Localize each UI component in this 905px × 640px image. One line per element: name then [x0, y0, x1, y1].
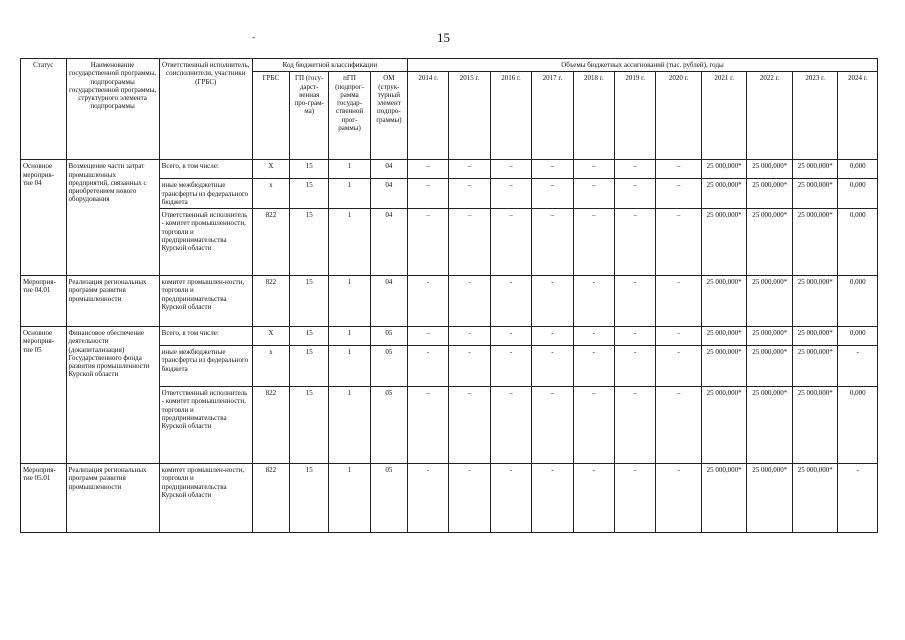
row-year-value: –: [573, 160, 614, 179]
row-year-value: 25 000,000*: [701, 179, 747, 209]
row-year-value: –: [532, 160, 573, 179]
row-year-value: -: [573, 464, 614, 533]
row-year-value: –: [490, 387, 531, 464]
row-grbs: Х: [252, 327, 289, 346]
row-responsible: комитет промышлен-ности, торговли и предпринимательства Курской области: [159, 276, 252, 327]
row-year-value: –: [656, 387, 702, 464]
row-year-value: -: [656, 464, 702, 533]
row-year-value: -: [656, 327, 702, 346]
row-year-value: –: [449, 387, 490, 464]
row-year-value: 25 000,000*: [701, 387, 747, 464]
row-year-value: -: [532, 276, 573, 327]
row-year-value: 25 000,000*: [792, 276, 838, 327]
row-year-value: 25 000,000*: [747, 327, 793, 346]
row-om: 05: [370, 464, 407, 533]
row-gp: 15: [290, 327, 329, 346]
row-status: Основное меропрня-тие 05: [21, 327, 67, 464]
row-year-value: -: [614, 327, 655, 346]
row-year-value: 25 000,000*: [792, 387, 838, 464]
header-gp: ГП (госу-дарст-венная про-грам-ма): [290, 72, 329, 160]
row-gp: 15: [290, 179, 329, 209]
row-status: Мероприя-тие 04.01: [21, 276, 67, 327]
table-row: [21, 160, 878, 179]
row-responsible: Ответственный исполнитель - комитет промышленности, торговли и предпринимательства Курской области: [159, 209, 252, 276]
row-status: Мероприя-тие 05.01: [21, 464, 67, 533]
row-year-value: 0,000: [838, 160, 878, 179]
row-year-value: –: [573, 179, 614, 209]
row-year-value: -: [449, 346, 490, 387]
row-year-value: -: [573, 276, 614, 327]
header-responsible: Ответственный исполнитель, соисполнители, участники (ГРБС): [159, 59, 252, 160]
row-year-value: –: [490, 179, 531, 209]
budget-table: [20, 58, 878, 533]
header-kbk: Код бюджетной классификации: [252, 59, 407, 72]
row-year-value: 25 000,000*: [747, 346, 793, 387]
row-pgp: 1: [329, 387, 370, 464]
row-year-value: –: [614, 387, 655, 464]
row-year-value: -: [408, 464, 449, 533]
row-responsible: Всего, в том числе:: [159, 327, 252, 346]
header-status: Статус: [21, 59, 67, 160]
row-year-value: –: [532, 179, 573, 209]
row-year-value: 25 000,000*: [792, 327, 838, 346]
row-grbs: х: [252, 346, 289, 387]
row-year-value: -: [838, 346, 878, 387]
row-year-value: –: [573, 387, 614, 464]
row-year-value: 25 000,000*: [701, 346, 747, 387]
row-year-value: 25 000,000*: [747, 209, 793, 276]
row-year-value: 25 000,000*: [792, 346, 838, 387]
row-year-value: 25 000,000*: [792, 160, 838, 179]
row-year-value: -: [614, 464, 655, 533]
header-grbs: ГРБС: [252, 72, 289, 160]
row-year-value: –: [408, 160, 449, 179]
row-year-value: 25 000,000*: [747, 276, 793, 327]
row-year-value: 25 000,000*: [701, 276, 747, 327]
row-om: 05: [370, 387, 407, 464]
row-year-value: 25 000,000*: [701, 209, 747, 276]
row-year-value: –: [573, 209, 614, 276]
row-year-value: –: [656, 179, 702, 209]
header-year: 2023 г.: [792, 72, 838, 160]
row-year-value: –: [532, 387, 573, 464]
row-om: 05: [370, 346, 407, 387]
row-pgp: 1: [329, 346, 370, 387]
header-year: 2021 г.: [701, 72, 747, 160]
row-year-value: –: [656, 160, 702, 179]
row-year-value: 25 000,000*: [792, 464, 838, 533]
row-grbs: Х: [252, 160, 289, 179]
row-name: Реализация региональных программ развития промышленности: [66, 276, 159, 327]
header-name: Наименование государственной программы, подпрограммы государственной программы, структурного элемента подпрограммы: [66, 59, 159, 160]
row-grbs: 822: [252, 276, 289, 327]
row-year-value: -: [573, 346, 614, 387]
row-year-value: 0,000: [838, 209, 878, 276]
row-year-value: 25 000,000*: [701, 327, 747, 346]
row-pgp: 1: [329, 464, 370, 533]
page-number: 15: [437, 30, 450, 45]
row-year-value: –: [614, 179, 655, 209]
row-year-value: –: [656, 209, 702, 276]
row-responsible: комитет промышлен-ности, торговли и предпринимательства Курской области: [159, 464, 252, 533]
row-year-value: -: [490, 276, 531, 327]
row-year-value: –: [408, 209, 449, 276]
row-responsible: иные межбюджетные трансферты из федерального бюджета: [159, 179, 252, 209]
row-year-value: -: [656, 276, 702, 327]
row-gp: 15: [290, 464, 329, 533]
row-om: 04: [370, 209, 407, 276]
row-name: Реализация региональных программ развития промышленности: [66, 464, 159, 533]
table-row: [21, 464, 878, 533]
row-year-value: -: [532, 346, 573, 387]
row-year-value: -: [408, 276, 449, 327]
row-year-value: 0,000: [838, 179, 878, 209]
row-year-value: 25 000,000*: [747, 179, 793, 209]
row-year-value: 0,000: [838, 387, 878, 464]
row-gp: 15: [290, 160, 329, 179]
row-year-value: –: [408, 327, 449, 346]
row-status: Основное мероприя-тие 04: [21, 160, 67, 276]
row-year-value: 25 000,000*: [792, 209, 838, 276]
row-year-value: -: [408, 346, 449, 387]
row-year-value: -: [838, 464, 878, 533]
header-year: 2020 г.: [656, 72, 702, 160]
row-year-value: -: [490, 327, 531, 346]
row-gp: 15: [290, 346, 329, 387]
row-grbs: 822: [252, 464, 289, 533]
row-om: 04: [370, 179, 407, 209]
row-year-value: 25 000,000*: [792, 179, 838, 209]
row-responsible: иные межбюджетные трансферты из федерального бюджета: [159, 346, 252, 387]
row-grbs: х: [252, 179, 289, 209]
row-year-value: -: [614, 346, 655, 387]
row-name: Возмещение части затрат промышленных предприятий, связанных с приобретением нового оборудования: [66, 160, 159, 276]
row-year-value: -: [573, 327, 614, 346]
row-responsible: Всего, в том числе:: [159, 160, 252, 179]
header-volumes: Объемы бюджетных ассигнований (тыс. рублей), годы: [408, 59, 878, 72]
row-year-value: 25 000,000*: [747, 160, 793, 179]
row-gp: 15: [290, 276, 329, 327]
row-year-value: -: [490, 346, 531, 387]
row-year-value: –: [408, 387, 449, 464]
row-om: 04: [370, 160, 407, 179]
row-year-value: –: [614, 209, 655, 276]
row-year-value: –: [408, 179, 449, 209]
row-year-value: 25 000,000*: [701, 464, 747, 533]
row-pgp: 1: [329, 179, 370, 209]
header-year: 2017 г.: [532, 72, 573, 160]
row-year-value: -: [656, 346, 702, 387]
header-year: 2014 г.: [408, 72, 449, 160]
row-om: 04: [370, 276, 407, 327]
header-pgp: пГП (подпрог-рамма государ-ственной прог-раммы): [329, 72, 370, 160]
row-pgp: 1: [329, 276, 370, 327]
row-year-value: -: [532, 464, 573, 533]
header-year: 2024 г.: [838, 72, 878, 160]
table-body: [21, 160, 878, 533]
row-name: Финансовое обеспечение деятельности (докапитализация) Государственного фонда развития промышленности Курской области: [66, 327, 159, 464]
row-year-value: -: [449, 327, 490, 346]
row-year-value: 25 000,000*: [747, 464, 793, 533]
top-mark: -: [252, 32, 255, 42]
row-grbs: 822: [252, 209, 289, 276]
header-row-1: [21, 59, 878, 72]
table-row: [21, 276, 878, 327]
row-gp: 15: [290, 209, 329, 276]
row-year-value: -: [614, 276, 655, 327]
row-year-value: 0,000: [838, 327, 878, 346]
header-year: 2018 г.: [573, 72, 614, 160]
row-year-value: -: [532, 327, 573, 346]
header-year: 2015 г.: [449, 72, 490, 160]
row-pgp: 1: [329, 209, 370, 276]
row-year-value: 25 000,000*: [701, 160, 747, 179]
row-gp: 15: [290, 387, 329, 464]
row-year-value: –: [449, 209, 490, 276]
table-row: [21, 327, 878, 346]
row-year-value: –: [490, 209, 531, 276]
header-year: 2019 г.: [614, 72, 655, 160]
row-responsible: Ответственный исполнитель - комитет промышленности, торговли и предпринимательства Курской области: [159, 387, 252, 464]
header-year: 2022 г.: [747, 72, 793, 160]
row-pgp: 1: [329, 160, 370, 179]
row-year-value: –: [449, 160, 490, 179]
row-grbs: 822: [252, 387, 289, 464]
header-om: ОМ (струк-турный элемент подпро-граммы): [370, 72, 407, 160]
row-pgp: 1: [329, 327, 370, 346]
row-year-value: -: [490, 464, 531, 533]
row-year-value: –: [490, 160, 531, 179]
row-year-value: 0,000: [838, 276, 878, 327]
row-year-value: –: [449, 179, 490, 209]
row-year-value: -: [449, 464, 490, 533]
header-year: 2016 г.: [490, 72, 531, 160]
row-year-value: 25 000,000*: [747, 387, 793, 464]
row-year-value: -: [449, 276, 490, 327]
row-year-value: –: [614, 160, 655, 179]
row-year-value: –: [532, 209, 573, 276]
row-om: 05: [370, 327, 407, 346]
